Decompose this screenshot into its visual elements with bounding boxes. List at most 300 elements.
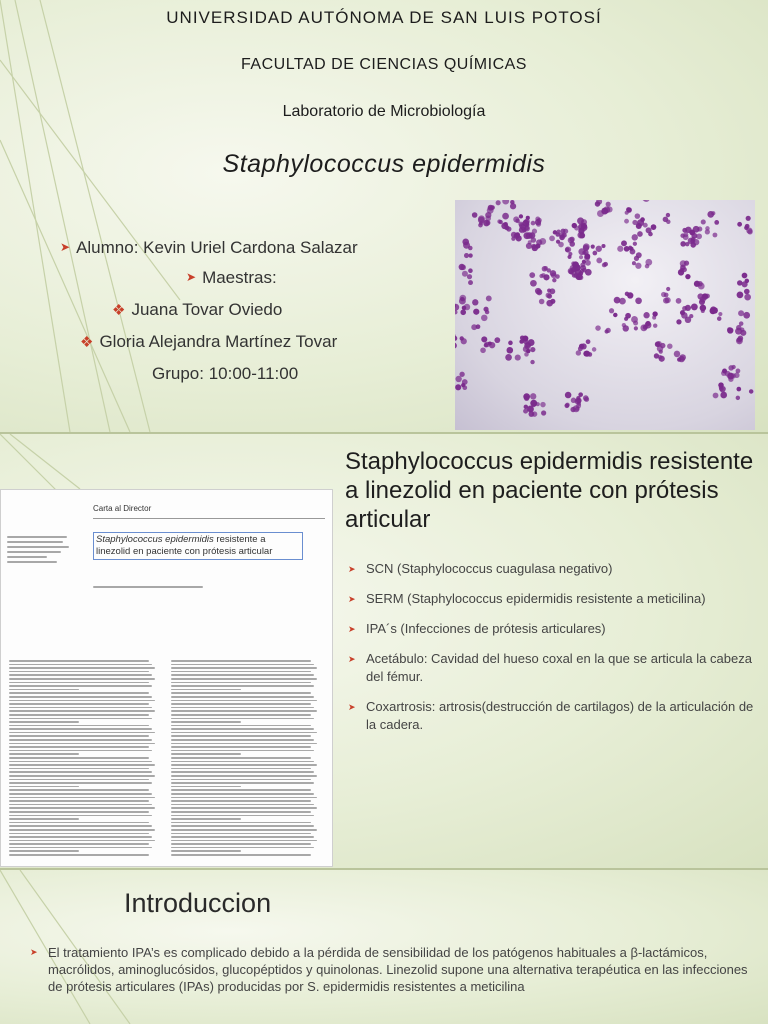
coccus-dot [645, 264, 650, 269]
coccus-dot [467, 274, 472, 279]
coccus-dot [586, 339, 591, 344]
coccus-dot [617, 246, 623, 252]
text-line [171, 746, 311, 748]
coccus-dot [468, 280, 473, 285]
coccus-dot [565, 403, 569, 407]
coccus-dot [530, 347, 535, 352]
text-line [9, 768, 149, 770]
topic-title: Staphylococcus epidermidis [222, 150, 546, 178]
coccus-dot [468, 253, 472, 257]
coccus-dot [520, 336, 524, 340]
coccus-dot [742, 281, 748, 287]
text-line [171, 786, 241, 788]
teachers-label-line [186, 268, 277, 288]
article-affiliation [93, 586, 203, 591]
coccus-dot [648, 232, 653, 237]
coccus-dot [707, 211, 714, 218]
text-line [171, 818, 241, 820]
coccus-dot [680, 241, 686, 247]
coccus-dot [530, 360, 534, 364]
coccus-dot [659, 356, 665, 362]
coccus-dot [459, 372, 464, 377]
arrow-bullet-icon: ➤ [348, 624, 356, 634]
coccus-dot [592, 251, 597, 256]
text-line [171, 850, 241, 852]
coccus-dot [473, 309, 479, 315]
coccus-dot [653, 311, 658, 316]
coccus-dot [625, 292, 629, 296]
coccus-dot [455, 343, 457, 349]
coccus-dot [685, 317, 692, 324]
teacher1-name: Juana Tovar Oviedo [131, 300, 283, 319]
text-line [171, 836, 314, 838]
coccus-dot [713, 393, 719, 399]
coccus-dot [531, 221, 536, 226]
coccus-dot [624, 317, 628, 321]
text-line [171, 829, 317, 831]
coccus-dot [569, 241, 575, 247]
list-item: ➤ SERM (Staphylococcus epidermidis resistente a meticilina) [348, 591, 706, 606]
text-line [171, 847, 314, 849]
coccus-dot [476, 324, 481, 329]
coccus-dot [744, 226, 748, 230]
text-line [9, 815, 152, 817]
coccus-dot [679, 354, 685, 360]
article-column-right [171, 660, 321, 865]
text-line [9, 804, 152, 806]
coccus-dot [455, 376, 461, 382]
article-authors-block [7, 536, 89, 566]
teacher2-line [80, 332, 337, 352]
coccus-dot [663, 298, 669, 304]
coccus-dot [744, 289, 750, 295]
coccus-dot [746, 216, 751, 221]
coccus-dot [462, 385, 467, 390]
title-slide [0, 0, 768, 432]
coccus-dot [614, 297, 621, 304]
coccus-dot [581, 219, 587, 225]
text-line [9, 818, 79, 820]
coccus-dot [666, 213, 670, 217]
coccus-dot [574, 226, 579, 231]
coccus-dot [547, 294, 552, 299]
coccus-dot [635, 297, 642, 304]
coccus-dot [667, 343, 672, 348]
article-header: Carta al Director [93, 504, 152, 513]
coccus-dot [525, 342, 531, 348]
text-line [9, 800, 149, 802]
coccus-dot [480, 347, 486, 353]
text-line [9, 761, 152, 763]
text-line [9, 854, 149, 856]
coccus-dot [485, 212, 491, 218]
coccus-dot [532, 245, 539, 252]
coccus-dot [631, 316, 638, 323]
arrow-bullet-icon: ➤ [348, 564, 356, 574]
coccus-dot [494, 337, 500, 343]
text-line [171, 854, 311, 856]
coccus-dot [577, 402, 581, 406]
text-line [171, 840, 317, 842]
student-line [60, 238, 358, 258]
text-line [171, 793, 314, 795]
text-line [171, 804, 314, 806]
coccus-dot [595, 325, 601, 331]
coccus-dot [578, 248, 585, 255]
coccus-dot [738, 310, 744, 316]
text-line [9, 667, 155, 669]
coccus-dot [526, 232, 533, 239]
coccus-dot [613, 313, 617, 317]
text-line [171, 782, 314, 784]
coccus-dot [549, 236, 555, 242]
coccus-dot [559, 232, 565, 238]
coccus-dot [542, 266, 547, 271]
coccus-dot [680, 268, 684, 272]
coccus-dot [481, 336, 487, 342]
coccus-dot [568, 252, 572, 256]
coccus-dot [556, 240, 560, 244]
text-line [171, 714, 311, 716]
text-line [171, 771, 314, 773]
text-line [171, 689, 241, 691]
text-line [9, 797, 155, 799]
coccus-dot [666, 287, 670, 291]
text-line [9, 660, 149, 662]
text-line [9, 689, 79, 691]
coccus-dot [651, 224, 657, 230]
diamond-bullet-icon: ❖ [80, 334, 94, 351]
coccus-dot [462, 379, 468, 385]
text-line [171, 660, 311, 662]
text-line [9, 685, 152, 687]
text-line [171, 739, 314, 741]
arrow-bullet-icon: ➤ [348, 654, 356, 664]
coccus-dot [563, 229, 568, 234]
coccus-dot [632, 234, 638, 240]
coccus-dot [691, 303, 698, 310]
coccus-dot [539, 238, 546, 245]
coccus-dot [685, 274, 690, 279]
coccus-dot [625, 211, 629, 215]
text-line [171, 797, 317, 799]
text-line [171, 710, 317, 712]
coccus-dot [460, 309, 466, 315]
coccus-dot [519, 214, 523, 218]
coccus-dot [592, 347, 597, 352]
coccus-dot [676, 319, 681, 324]
coccus-dot [691, 233, 697, 239]
coccus-dot [483, 307, 488, 312]
coccus-dot [585, 260, 591, 266]
text-line [171, 707, 314, 709]
coccus-dot [464, 253, 469, 258]
coccus-dot [705, 226, 710, 231]
text-line [9, 807, 155, 809]
coccus-dot [459, 298, 466, 305]
text-line [171, 700, 317, 702]
coccus-dot [455, 304, 459, 311]
coccus-dot [674, 351, 681, 358]
coccus-dot [510, 200, 514, 204]
coccus-dot [462, 239, 469, 246]
coccus-dot [636, 252, 642, 258]
article-title-italic: Staphylococcus epidermidis [96, 534, 214, 545]
article-slide-title: Staphylococcus epidermidis resistente a linezolid en paciente con prótesis articular [345, 448, 754, 533]
text-line [171, 761, 314, 763]
coccus-dot [742, 273, 748, 279]
text-line [9, 692, 149, 694]
coccus-dot [606, 202, 611, 207]
cocci-cluster-image [455, 200, 755, 430]
article-column-left [9, 660, 159, 865]
text-line [171, 775, 317, 777]
coccus-dot [682, 306, 687, 311]
text-line [9, 725, 149, 727]
text-line [9, 833, 149, 835]
coccus-dot [579, 233, 585, 239]
text-line [171, 750, 314, 752]
text-line [171, 725, 311, 727]
coccus-dot [701, 309, 705, 313]
coccus-dot [736, 387, 741, 392]
text-line [171, 807, 317, 809]
coccus-dot [565, 246, 571, 252]
coccus-dot [712, 307, 718, 313]
faculty-title: FACULTAD DE CIENCIAS QUÍMICAS [241, 56, 527, 73]
coccus-dot [701, 219, 706, 224]
text-line [9, 696, 152, 698]
coccus-dot [536, 402, 540, 406]
intro-text: El tratamiento IPA’s es complicado debido a la pérdida de sensibilidad de los patógenos habituales a β-lactámicos, macrólidos, aminoglucósidos, glucopéptidos y quinolonas. Linezolid supone una alternativa terapéutica en las infecciones de prótesis articulares (IPAs) producidas por S. epidermidis resistentes a meticilina [48, 945, 748, 994]
coccus-dot [462, 271, 468, 277]
coccus-dot [713, 233, 718, 238]
coccus-dot [683, 232, 688, 237]
coccus-dot [583, 395, 589, 401]
coccus-dot [536, 289, 542, 295]
text-line [171, 664, 314, 666]
coccus-dot [455, 384, 461, 390]
coccus-dot [530, 393, 536, 399]
article-thumbnail [0, 489, 333, 867]
arrow-bullet-icon: ➤ [60, 240, 71, 254]
text-line [171, 825, 314, 827]
text-line [9, 811, 149, 813]
text-line [9, 843, 149, 845]
text-line [9, 735, 149, 737]
text-line [9, 793, 152, 795]
text-line [171, 671, 311, 673]
text-line [9, 718, 152, 720]
coccus-dot [460, 264, 466, 270]
arrow-bullet-icon: ➤ [348, 702, 356, 712]
text-line [171, 757, 311, 759]
coccus-dot [736, 325, 741, 330]
coccus-dot [601, 244, 605, 248]
coccus-dot [635, 263, 641, 269]
text-line [171, 732, 317, 734]
coccus-dot [635, 213, 641, 219]
text-line [9, 782, 152, 784]
text-line [171, 678, 317, 680]
coccus-dot [602, 263, 607, 268]
text-line [171, 721, 241, 723]
intro-title: Introduccion [124, 888, 272, 918]
text-line [9, 714, 149, 716]
text-line [171, 703, 311, 705]
coccus-dot [455, 310, 458, 314]
intro-paragraph [22, 944, 752, 995]
text-line [9, 707, 152, 709]
text-line [9, 847, 152, 849]
coccus-dot [515, 355, 521, 361]
teacher1-line [112, 300, 282, 320]
coccus-dot [676, 298, 682, 304]
coccus-dot [572, 266, 577, 271]
text-line [171, 811, 311, 813]
coccus-dot [640, 324, 647, 331]
coccus-dot [660, 343, 665, 348]
text-line [171, 743, 317, 745]
coccus-dot [736, 396, 740, 400]
coccus-dot [539, 299, 545, 305]
coccus-dot [718, 382, 724, 388]
coccus-dot [643, 312, 649, 318]
list-item: ➤ SCN (Staphylococcus cuagulasa negativo) [348, 561, 613, 576]
coccus-dot [737, 291, 744, 298]
coccus-dot [507, 347, 514, 354]
diamond-bullet-icon: ❖ [112, 302, 126, 319]
coccus-dot [541, 410, 546, 415]
coccus-dot [508, 341, 513, 346]
group-text: Grupo: 10:00-11:00 [152, 364, 299, 383]
coccus-dot [578, 392, 583, 397]
text-line [171, 682, 311, 684]
coccus-dot [653, 323, 657, 327]
text-line [171, 843, 311, 845]
coccus-dot [549, 288, 555, 294]
coccus-dot [654, 353, 659, 358]
lab-title: Laboratorio de Microbiología [282, 103, 486, 120]
coccus-dot [524, 395, 529, 400]
coccus-dot [501, 222, 508, 229]
coccus-dot [727, 373, 734, 380]
coccus-dot [514, 233, 520, 239]
text-line [171, 789, 311, 791]
coccus-dot [540, 402, 545, 407]
text-line [171, 718, 314, 720]
text-line [9, 703, 149, 705]
coccus-dot [481, 315, 488, 322]
text-line [171, 735, 311, 737]
coccus-dot [496, 200, 501, 205]
text-line [9, 664, 152, 666]
coccus-dot [704, 294, 708, 298]
coccus-dot [721, 370, 726, 375]
text-line [9, 746, 149, 748]
coccus-dot [628, 246, 633, 251]
coccus-dot [484, 342, 490, 348]
text-line [171, 800, 311, 802]
text-line [9, 682, 149, 684]
coccus-dot [664, 293, 669, 298]
text-line [171, 753, 241, 755]
text-line [171, 764, 317, 766]
text-line [171, 685, 314, 687]
coccus-dot [727, 327, 733, 333]
definitions-list [348, 560, 760, 746]
arrow-bullet-icon: ➤ [348, 594, 356, 604]
coccus-dot [579, 255, 583, 259]
coccus-dot [637, 219, 644, 226]
coccus-dot [582, 268, 587, 273]
coccus-dot [530, 280, 537, 287]
coccus-dot [737, 222, 742, 227]
coccus-dot [529, 272, 535, 278]
text-line [9, 786, 79, 788]
coccus-dot [697, 293, 703, 299]
text-line [9, 721, 79, 723]
teachers-label: Maestras: [202, 268, 277, 287]
coccus-dot [460, 336, 464, 340]
coccus-dot [749, 389, 754, 394]
text-line [9, 739, 152, 741]
text-line [9, 836, 152, 838]
coccus-dot [596, 246, 602, 252]
text-line [9, 779, 149, 781]
coccus-dot [468, 268, 473, 273]
coccus-dot [694, 281, 700, 287]
coccus-dot [505, 354, 512, 361]
coccus-dot [732, 365, 736, 369]
text-line [9, 710, 155, 712]
coccus-dot [634, 326, 638, 330]
coccus-dot [565, 392, 572, 399]
coccus-dot [609, 308, 614, 313]
coccus-dot [546, 300, 553, 307]
coccus-dot [552, 278, 556, 282]
text-line [9, 775, 155, 777]
text-line [9, 750, 152, 752]
text-line [9, 840, 155, 842]
text-line [171, 728, 314, 730]
coccus-dot [502, 200, 509, 205]
text-line [9, 825, 152, 827]
text-line [171, 833, 311, 835]
coccus-dot [584, 351, 590, 357]
coccus-dot [597, 210, 604, 217]
coccus-dot [738, 335, 743, 340]
text-line [9, 822, 149, 824]
coccus-dot [717, 316, 722, 321]
coccus-dot [513, 216, 519, 222]
coccus-dot [605, 329, 609, 333]
coccus-dot [576, 273, 583, 280]
arrow-bullet-icon: ➤ [186, 270, 197, 284]
coccus-dot [596, 257, 602, 263]
coccus-dot [632, 261, 636, 265]
coccus-dot [486, 220, 491, 225]
coccus-dot [472, 212, 478, 218]
text-line [9, 728, 152, 730]
article-title-rest: resistente a linezolid en paciente con prótesis articular [96, 534, 273, 557]
coccus-dot [682, 228, 687, 233]
coccus-dot [541, 273, 546, 278]
coccus-dot [522, 228, 526, 232]
coccus-dot [663, 217, 668, 222]
coccus-dot [526, 216, 530, 220]
coccus-dot [478, 215, 485, 222]
